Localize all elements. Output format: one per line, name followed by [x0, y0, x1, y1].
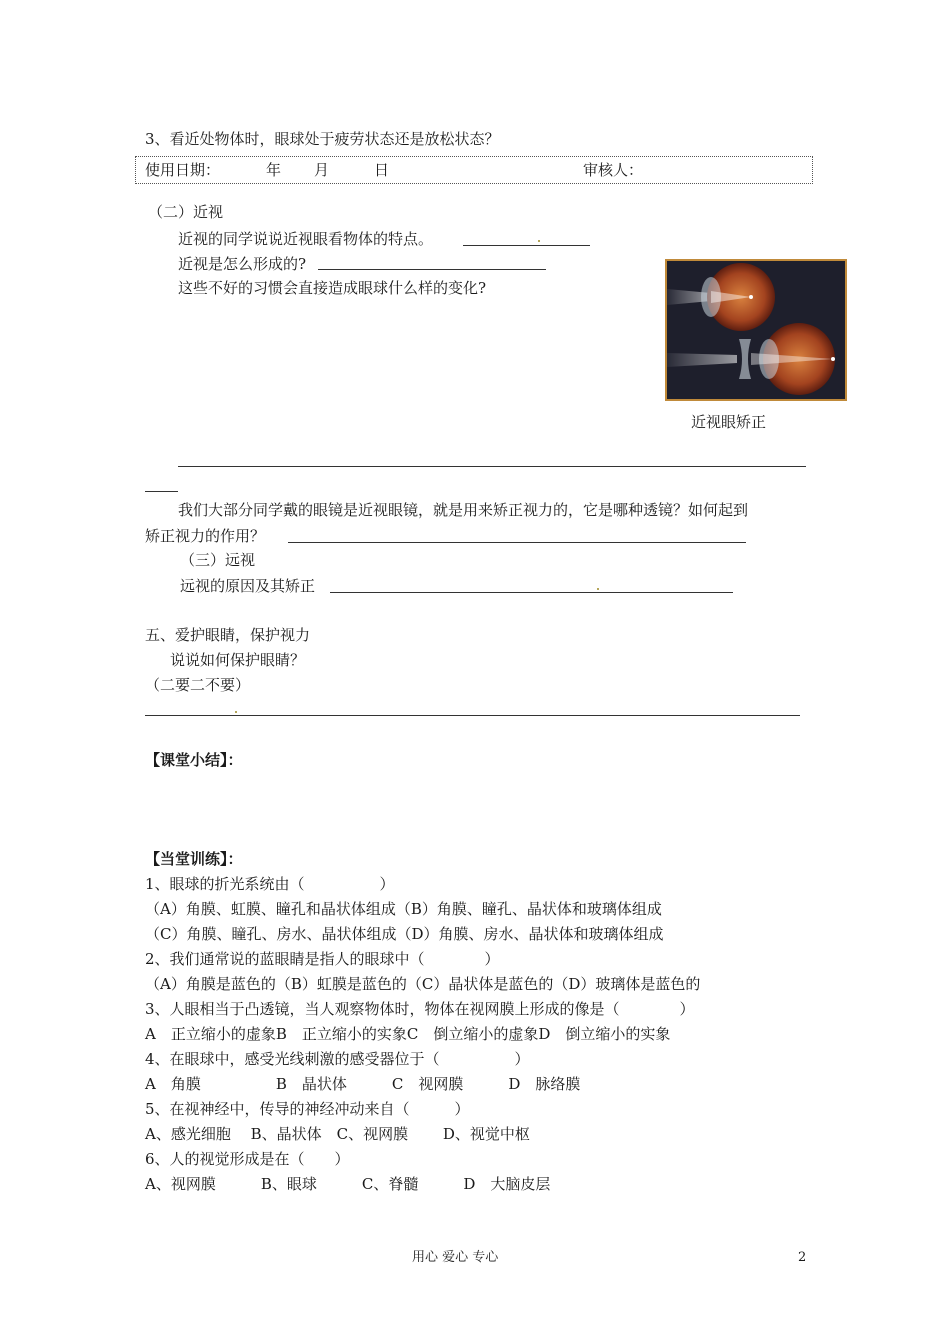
usage-reviewer: 审核人：	[583, 161, 644, 179]
hyperopia-heading: （三）远视	[180, 551, 256, 569]
practice-line: A、视网膜 B、眼球 C、脊髓 D 大脑皮层	[145, 1175, 551, 1193]
answer-line	[145, 715, 800, 716]
practice-label: 【当堂训练】：	[145, 850, 243, 868]
answer-line	[178, 466, 806, 467]
practice-line: 1、眼球的折光系统由（ ）	[145, 875, 395, 893]
answer-line	[288, 542, 746, 543]
section-5-heading: 五、爱护眼睛，保护视力	[145, 626, 311, 644]
question-3-top: 3、看近处物体时，眼球处于疲劳状态还是放松状态？	[145, 130, 500, 148]
usage-month: 月	[314, 161, 330, 179]
eye-diagram-icon	[667, 261, 845, 399]
usage-day: 日	[374, 161, 390, 179]
myopia-heading: （二）近视	[148, 203, 224, 221]
practice-line: A 正立缩小的虚象B 正立缩小的实象C 倒立缩小的虚象D 倒立缩小的实象	[145, 1025, 671, 1043]
section-5-question: 说说如何保护眼睛？	[170, 651, 306, 669]
answer-line	[463, 245, 590, 246]
answer-line	[145, 491, 178, 492]
glasses-question-line2: 矫正视力的作用？	[145, 527, 266, 545]
answer-line	[318, 269, 546, 270]
myopia-question-3: 这些不好的习惯会直接造成眼球什么样的变化?	[178, 279, 487, 297]
myopia-correction-image	[665, 259, 847, 401]
page-number: 2	[798, 1250, 807, 1265]
practice-line: （A）角膜、虹膜、瞳孔和晶状体组成（B）角膜、瞳孔、晶状体和玻璃体组成	[145, 900, 662, 918]
myopia-question-1: 近视的同学说说近视眼看物体的特点。	[178, 230, 434, 248]
practice-line: 5、在视神经中，传导的神经冲动来自（ ）	[145, 1100, 470, 1118]
practice-line: 4、在眼球中，感受光线刺激的感受器位于（ ）	[145, 1050, 530, 1068]
usage-info-box	[135, 156, 813, 184]
section-5-note: （二要二不要）	[145, 676, 251, 694]
usage-date-label: 使用日期：	[145, 161, 221, 179]
practice-line: 6、人的视觉形成是在（ ）	[145, 1150, 350, 1168]
hyperopia-question: 远视的原因及其矫正	[180, 577, 316, 595]
practice-line: （C）角膜、瞳孔、房水、晶状体组成（D）角膜、房水、晶状体和玻璃体组成	[145, 925, 664, 943]
glasses-question-line1: 我们大部分同学戴的眼镜是近视眼镜，就是用来矫正视力的，它是哪种透镜？如何起到	[178, 501, 749, 519]
practice-line: A 角膜 B 晶状体 C 视网膜 D 脉络膜	[145, 1075, 581, 1093]
practice-line: （A）角膜是蓝色的（B）虹膜是蓝色的（C）晶状体是蓝色的（D）玻璃体是蓝色的	[145, 975, 701, 993]
answer-line	[330, 592, 733, 593]
myopia-question-2: 近视是怎么形成的?	[178, 255, 307, 273]
practice-line: 2、我们通常说的蓝眼睛是指人的眼球中（ ）	[145, 950, 500, 968]
speck	[538, 240, 540, 242]
figure-caption: 近视眼矫正	[691, 413, 767, 431]
speck	[235, 711, 237, 713]
practice-line: 3、人眼相当于凸透镜，当人观察物体时，物体在视网膜上形成的像是（ ）	[145, 1000, 695, 1018]
usage-year: 年	[266, 161, 282, 179]
class-summary-label: 【课堂小结】：	[145, 751, 243, 769]
practice-line: A、感光细胞 B、晶状体 C、视网膜 D、视觉中枢	[145, 1125, 530, 1143]
footer-motto: 用心 爱心 专心	[412, 1250, 499, 1265]
speck	[597, 588, 599, 590]
